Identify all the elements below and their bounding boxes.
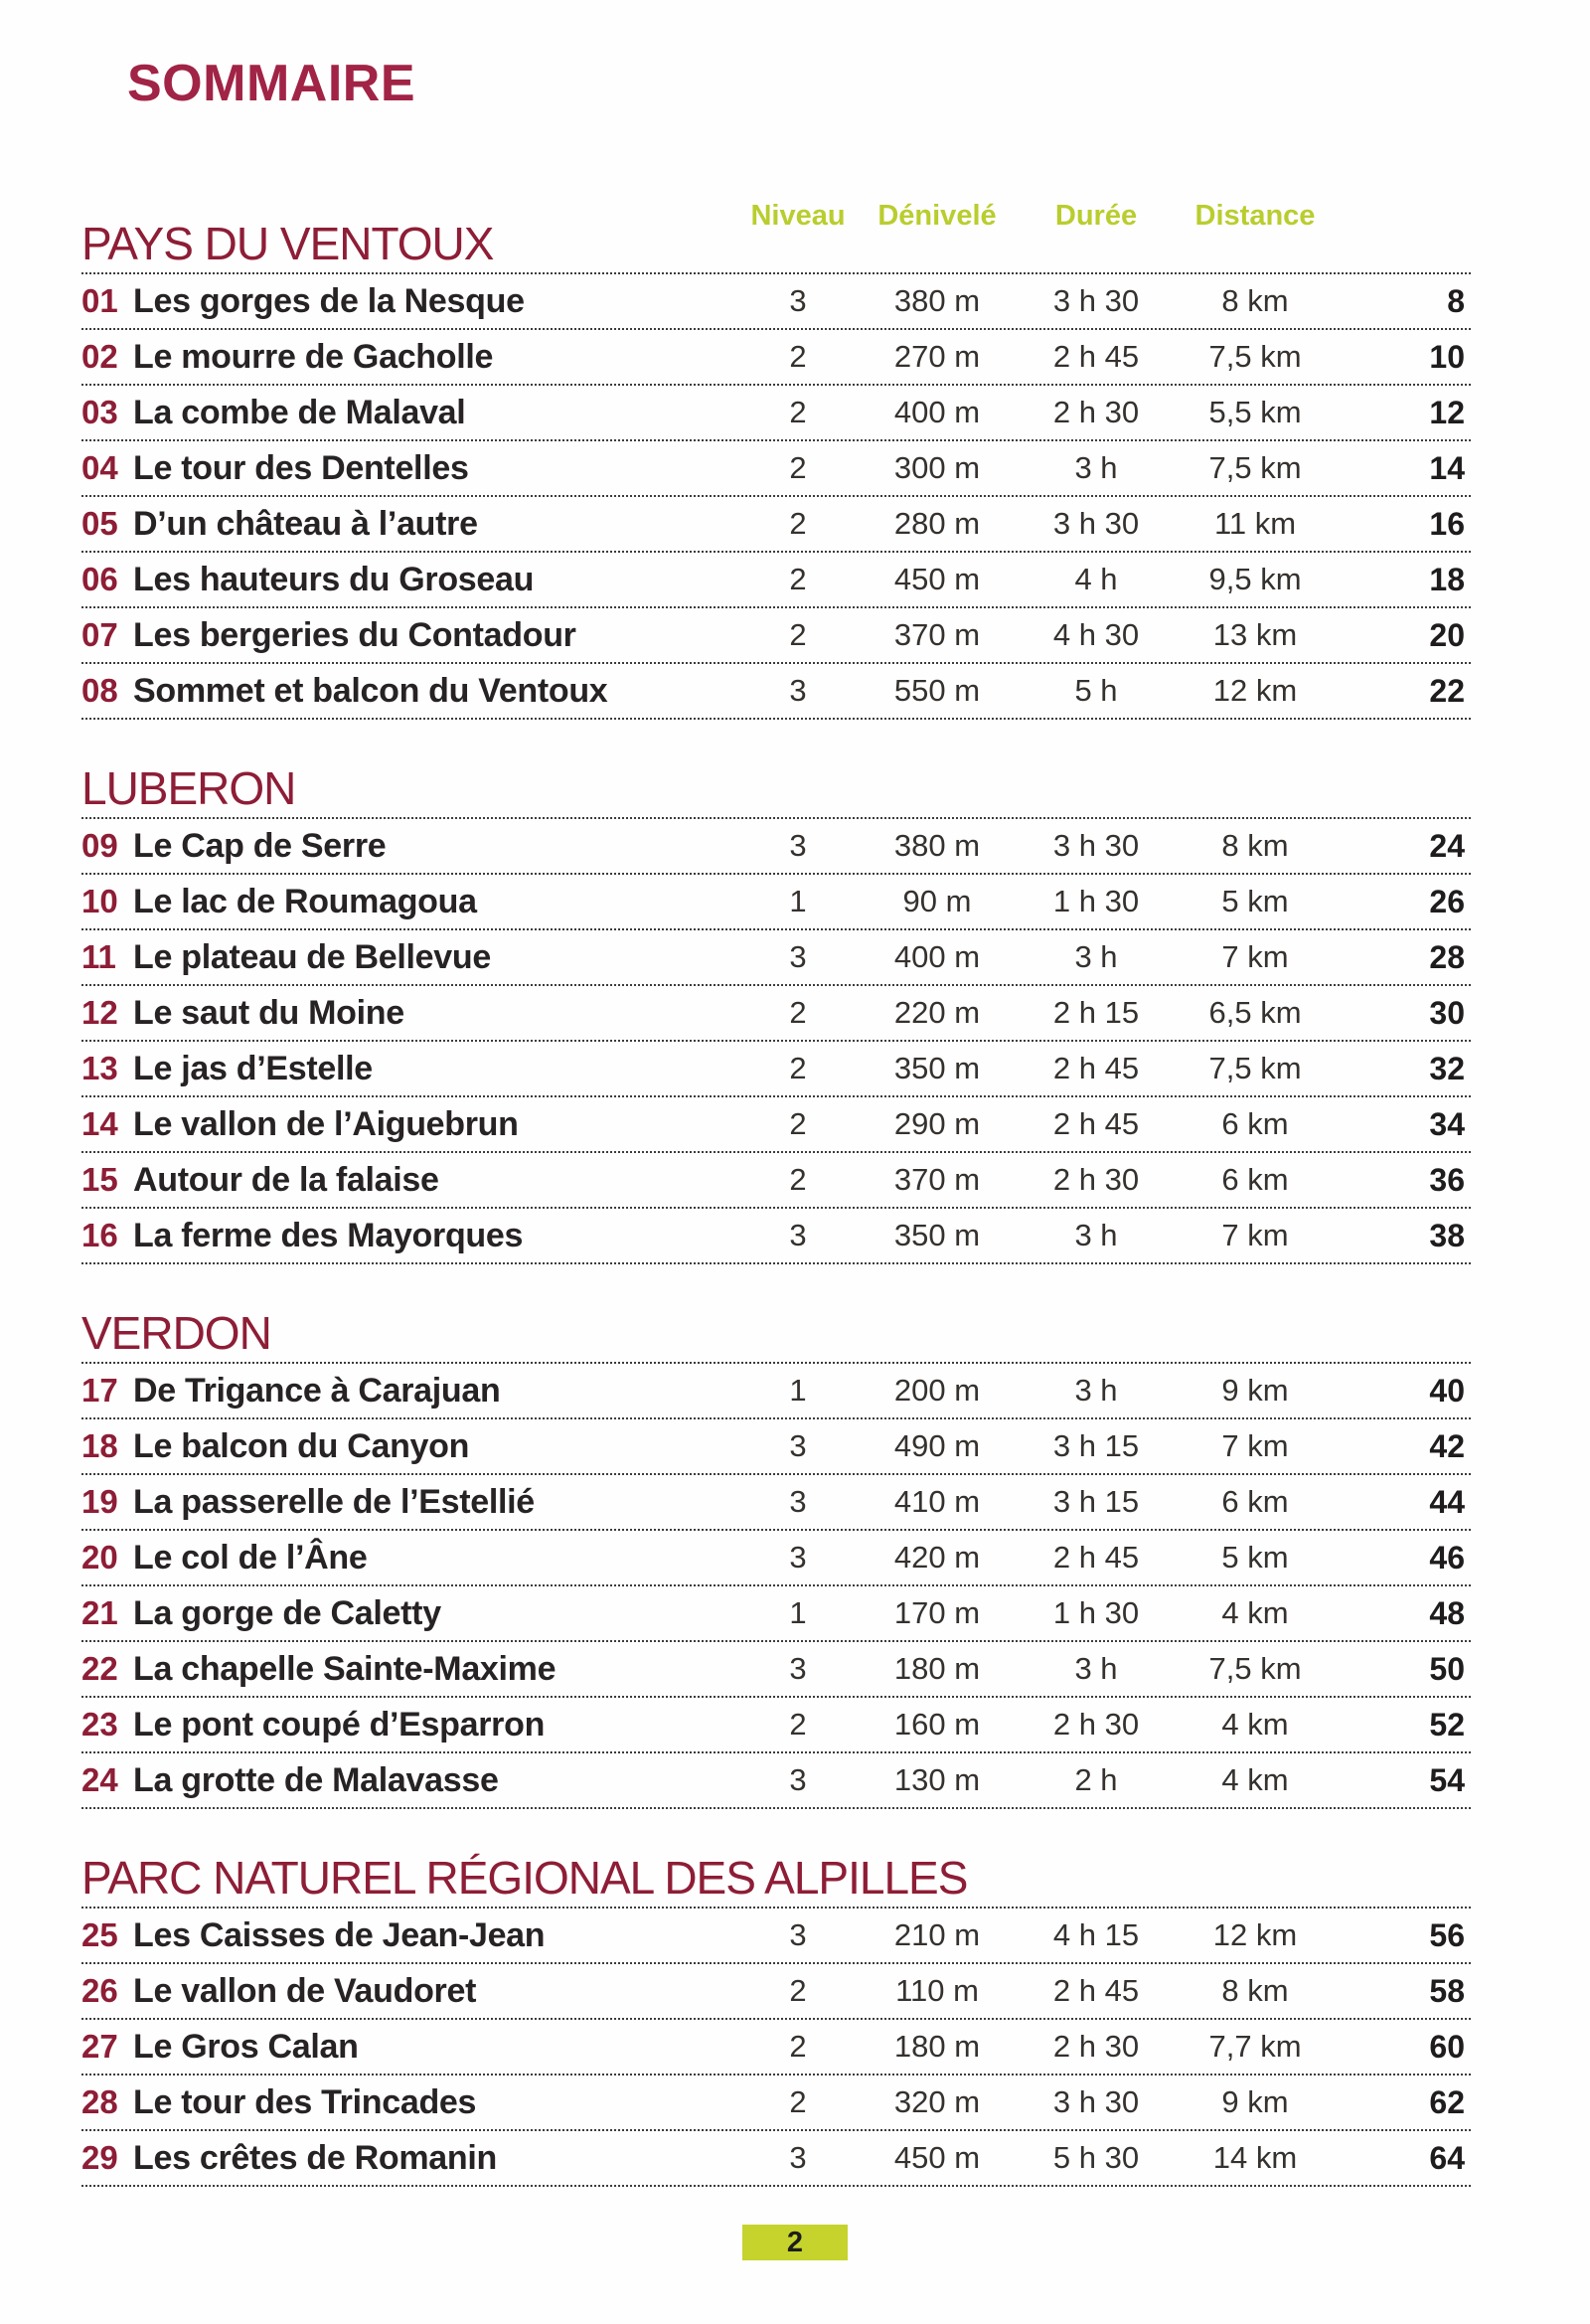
- niveau-value: 2: [789, 562, 807, 596]
- niveau-value: 3: [789, 283, 807, 318]
- denivele-value: 450 m: [893, 562, 981, 596]
- page-ref: 36: [1429, 1161, 1465, 1198]
- toc-row: [81, 1698, 1471, 1753]
- toc-row: [81, 986, 1471, 1042]
- denivele-value: 280 m: [893, 506, 981, 541]
- trail-entry: [81, 2139, 743, 2178]
- page-ref: 46: [1429, 1539, 1465, 1576]
- distance-value: 8 km: [1221, 283, 1289, 318]
- section-header: [81, 1809, 1471, 1909]
- page-ref: 22: [1429, 672, 1465, 709]
- page-ref: 10: [1429, 338, 1465, 375]
- niveau-value: 2: [789, 395, 807, 429]
- toc-row: [81, 553, 1471, 608]
- trail-number: 08: [81, 671, 118, 709]
- toc-row: [81, 1531, 1471, 1586]
- niveau-value: 3: [789, 1917, 807, 1952]
- trail-number: 07: [81, 615, 118, 653]
- denivele-value: 290 m: [893, 1106, 981, 1141]
- trail-number: 03: [81, 393, 118, 430]
- section-header: [81, 720, 1471, 819]
- toc-row: [81, 1042, 1471, 1097]
- distance-value: 12 km: [1212, 673, 1298, 708]
- trail-number: 27: [81, 2027, 118, 2065]
- trail-entry: [81, 505, 743, 544]
- toc-row: [81, 1209, 1471, 1264]
- trail-entry: [81, 2028, 743, 2067]
- trail-title: Sommet et balcon du Ventoux: [133, 671, 608, 710]
- trail-number: 11: [81, 937, 116, 975]
- trail-entry: [81, 827, 743, 866]
- page-ref: 18: [1429, 561, 1465, 597]
- denivele-value: 350 m: [893, 1051, 981, 1085]
- trail-entry: [81, 1050, 743, 1088]
- trail-number: 29: [81, 2138, 118, 2176]
- trail-title: Le Gros Calan: [133, 2027, 359, 2066]
- denivele-value: 400 m: [893, 395, 981, 429]
- column-header-niveau: Niveau: [750, 200, 846, 232]
- section-title: PAYS DU VENTOUX: [81, 218, 494, 269]
- distance-value: 5 km: [1221, 884, 1289, 918]
- distance-value: 7,5 km: [1208, 339, 1302, 374]
- page-ref: 58: [1429, 1972, 1465, 2009]
- toc-row: [81, 1153, 1471, 1209]
- niveau-value: 3: [789, 2140, 807, 2175]
- duree-value: 3 h 30: [1052, 2084, 1140, 2119]
- toc-row: [81, 1364, 1471, 1419]
- trail-number: 10: [81, 882, 118, 919]
- denivele-value: 90 m: [902, 884, 972, 918]
- distance-value: 7 km: [1221, 1218, 1289, 1252]
- distance-value: 7 km: [1221, 1428, 1289, 1463]
- trail-title: D’un château à l’autre: [133, 504, 478, 543]
- page-ref: 60: [1429, 2028, 1465, 2065]
- niveau-value: 3: [789, 673, 807, 708]
- niveau-value: 2: [789, 1707, 807, 1742]
- trail-number: 20: [81, 1538, 118, 1576]
- distance-value: 6 km: [1221, 1106, 1289, 1141]
- trail-number: 17: [81, 1371, 118, 1409]
- toc-row: [81, 2020, 1471, 2075]
- trail-title: Le pont coupé d’Esparron: [133, 1705, 546, 1743]
- duree-value: 3 h 15: [1052, 1428, 1140, 1463]
- trail-title: Le saut du Moine: [133, 993, 404, 1032]
- trail-entry: [81, 883, 743, 921]
- trail-number: 06: [81, 560, 118, 597]
- trail-entry: [81, 2083, 743, 2122]
- toc-row: [81, 2131, 1471, 2187]
- distance-value: 6 km: [1221, 1162, 1289, 1197]
- toc-table: [81, 181, 1471, 2187]
- toc-row: [81, 497, 1471, 553]
- niveau-value: 2: [789, 995, 807, 1030]
- trail-number: 12: [81, 993, 118, 1031]
- trail-title: De Trigance à Carajuan: [133, 1371, 501, 1410]
- page-ref: 38: [1429, 1217, 1465, 1253]
- toc-row: [81, 386, 1471, 441]
- trail-number: 09: [81, 826, 118, 864]
- duree-value: 4 h: [1074, 562, 1118, 596]
- denivele-value: 270 m: [893, 339, 981, 374]
- page-ref: 12: [1429, 394, 1465, 430]
- page-ref: 30: [1429, 994, 1465, 1031]
- page-ref: 16: [1429, 505, 1465, 542]
- denivele-value: 490 m: [893, 1428, 981, 1463]
- distance-value: 4 km: [1221, 1707, 1289, 1742]
- trail-number: 19: [81, 1482, 118, 1520]
- duree-value: 3 h: [1074, 1373, 1118, 1408]
- distance-value: 6 km: [1221, 1484, 1289, 1519]
- trail-entry: [81, 1650, 743, 1689]
- denivele-value: 180 m: [893, 2029, 981, 2064]
- niveau-value: 1: [789, 1373, 807, 1408]
- trail-title: Le balcon du Canyon: [133, 1426, 470, 1465]
- niveau-value: 1: [789, 1595, 807, 1630]
- trail-entry: [81, 1161, 743, 1200]
- section-header: [81, 1264, 1471, 1364]
- trail-number: 01: [81, 281, 118, 319]
- duree-value: 5 h 30: [1052, 2140, 1140, 2175]
- toc-row: [81, 1753, 1471, 1809]
- trail-number: 02: [81, 337, 118, 375]
- toc-row: [81, 1642, 1471, 1698]
- trail-title: Le lac de Roumagoua: [133, 882, 477, 920]
- duree-value: 2 h 45: [1052, 339, 1140, 374]
- toc-row: [81, 2075, 1471, 2131]
- trail-entry: [81, 938, 743, 977]
- trail-title: Le vallon de Vaudoret: [133, 1971, 477, 2010]
- distance-value: 7,5 km: [1208, 450, 1302, 485]
- distance-value: 4 km: [1221, 1762, 1289, 1797]
- column-header-distance: Distance: [1194, 200, 1316, 232]
- niveau-value: 3: [789, 1484, 807, 1519]
- duree-value: 2 h 30: [1052, 1162, 1140, 1197]
- denivele-value: 180 m: [893, 1651, 981, 1686]
- distance-value: 13 km: [1212, 617, 1298, 652]
- toc-row: [81, 664, 1471, 720]
- trail-entry: [81, 1483, 743, 1522]
- duree-value: 3 h: [1074, 450, 1118, 485]
- denivele-value: 380 m: [893, 283, 981, 318]
- trail-title: Autour de la falaise: [133, 1160, 439, 1199]
- trail-number: 13: [81, 1049, 118, 1086]
- duree-value: 3 h: [1074, 1218, 1118, 1252]
- page-ref: 50: [1429, 1650, 1465, 1687]
- distance-value: 8 km: [1221, 828, 1289, 863]
- distance-value: 8 km: [1221, 1973, 1289, 2008]
- page-ref: 64: [1429, 2139, 1465, 2176]
- section-title: LUBERON: [81, 762, 296, 814]
- trail-entry: [81, 338, 743, 377]
- page-number-badge: 2: [742, 2225, 848, 2260]
- trail-number: 04: [81, 448, 118, 486]
- trail-number: 21: [81, 1593, 118, 1631]
- trail-number: 15: [81, 1160, 118, 1198]
- trail-title: Le mourre de Gacholle: [133, 337, 494, 376]
- niveau-value: 3: [789, 1218, 807, 1252]
- trail-entry: [81, 1761, 743, 1800]
- duree-value: 3 h 15: [1052, 1484, 1140, 1519]
- toc-row: [81, 875, 1471, 930]
- trail-number: 22: [81, 1649, 118, 1687]
- toc-row: [81, 819, 1471, 875]
- toc-row: [81, 930, 1471, 986]
- duree-value: 3 h 30: [1052, 506, 1140, 541]
- trail-number: 23: [81, 1705, 118, 1743]
- trail-title: Le vallon de l’Aiguebrun: [133, 1104, 519, 1143]
- trail-entry: [81, 1217, 743, 1255]
- trail-title: La gorge de Caletty: [133, 1593, 441, 1632]
- trail-entry: [81, 394, 743, 432]
- niveau-value: 2: [789, 506, 807, 541]
- trail-title: La combe de Malaval: [133, 393, 466, 431]
- trail-entry: [81, 449, 743, 488]
- duree-value: 1 h 30: [1052, 884, 1140, 918]
- distance-value: 12 km: [1212, 1917, 1298, 1952]
- trail-entry: [81, 994, 743, 1033]
- toc-row: [81, 1475, 1471, 1531]
- denivele-value: 170 m: [893, 1595, 981, 1630]
- page-ref: 8: [1447, 282, 1465, 319]
- trail-title: Les gorges de la Nesque: [133, 281, 525, 320]
- page-ref: 40: [1429, 1372, 1465, 1409]
- denivele-value: 320 m: [893, 2084, 981, 2119]
- toc-row: [81, 274, 1471, 330]
- niveau-value: 2: [789, 1106, 807, 1141]
- toc-row: [81, 330, 1471, 386]
- trail-number: 24: [81, 1760, 118, 1798]
- denivele-value: 420 m: [893, 1540, 981, 1575]
- page-ref: 24: [1429, 827, 1465, 864]
- duree-value: 3 h: [1074, 939, 1118, 974]
- denivele-value: 160 m: [893, 1707, 981, 1742]
- trail-title: Le plateau de Bellevue: [133, 937, 491, 976]
- duree-value: 2 h 45: [1052, 1540, 1140, 1575]
- page-ref: 48: [1429, 1594, 1465, 1631]
- niveau-value: 2: [789, 339, 807, 374]
- distance-value: 9,5 km: [1208, 562, 1302, 596]
- trail-entry: [81, 1539, 743, 1577]
- toc-row: [81, 1586, 1471, 1642]
- page-ref: 14: [1429, 449, 1465, 486]
- denivele-value: 130 m: [893, 1762, 981, 1797]
- denivele-value: 380 m: [893, 828, 981, 863]
- page-ref: 20: [1429, 616, 1465, 653]
- denivele-value: 220 m: [893, 995, 981, 1030]
- denivele-value: 450 m: [893, 2140, 981, 2175]
- niveau-value: 3: [789, 1762, 807, 1797]
- trail-title: La chapelle Sainte-Maxime: [133, 1649, 556, 1688]
- page-ref: 28: [1429, 938, 1465, 975]
- niveau-value: 3: [789, 939, 807, 974]
- trail-title: Les bergeries du Contadour: [133, 615, 576, 654]
- column-header-denivele: Dénivelé: [877, 200, 997, 232]
- niveau-value: 2: [789, 2029, 807, 2064]
- duree-value: 2 h: [1074, 1762, 1118, 1797]
- page-ref: 32: [1429, 1050, 1465, 1086]
- denivele-value: 370 m: [893, 617, 981, 652]
- distance-value: 9 km: [1221, 2084, 1289, 2119]
- denivele-value: 400 m: [893, 939, 981, 974]
- distance-value: 7,7 km: [1208, 2029, 1302, 2064]
- trail-entry: [81, 561, 743, 599]
- niveau-value: 2: [789, 1051, 807, 1085]
- trail-title: Le tour des Dentelles: [133, 448, 469, 487]
- trail-title: La grotte de Malavasse: [133, 1760, 499, 1799]
- trail-number: 25: [81, 1915, 118, 1953]
- denivele-value: 110 m: [895, 1973, 979, 2008]
- distance-value: 6,5 km: [1208, 995, 1302, 1030]
- page-ref: 62: [1429, 2083, 1465, 2120]
- denivele-value: 210 m: [893, 1917, 981, 1952]
- trail-entry: [81, 1105, 743, 1144]
- trail-title: Les crêtes de Romanin: [133, 2138, 497, 2177]
- trail-entry: [81, 616, 743, 655]
- page-ref: 56: [1429, 1916, 1465, 1953]
- page-ref: 26: [1429, 883, 1465, 919]
- trail-title: Le tour des Trincades: [133, 2082, 477, 2121]
- section-title: VERDON: [81, 1307, 271, 1359]
- trail-number: 16: [81, 1216, 118, 1253]
- duree-value: 2 h 30: [1052, 1707, 1140, 1742]
- trail-number: 14: [81, 1104, 118, 1142]
- toc-row: [81, 441, 1471, 497]
- trail-title: Le jas d’Estelle: [133, 1049, 373, 1087]
- trail-title: Le col de l’Âne: [133, 1538, 368, 1577]
- denivele-value: 200 m: [893, 1373, 981, 1408]
- trail-title: Les hauteurs du Groseau: [133, 560, 535, 598]
- distance-value: 4 km: [1221, 1595, 1289, 1630]
- trail-entry: [81, 1594, 743, 1633]
- trail-number: 28: [81, 2082, 118, 2120]
- toc-row: [81, 1419, 1471, 1475]
- trail-entry: [81, 1706, 743, 1744]
- toc-row: [81, 1097, 1471, 1153]
- duree-value: 3 h 30: [1052, 283, 1140, 318]
- distance-value: 11 km: [1213, 506, 1297, 541]
- trail-title: Le Cap de Serre: [133, 826, 387, 865]
- denivele-value: 370 m: [893, 1162, 981, 1197]
- trail-title: La passerelle de l’Estellié: [133, 1482, 535, 1521]
- page-ref: 52: [1429, 1706, 1465, 1743]
- niveau-value: 3: [789, 828, 807, 863]
- niveau-value: 2: [789, 617, 807, 652]
- distance-value: 14 km: [1212, 2140, 1298, 2175]
- page-footer: [0, 2225, 1590, 2260]
- trail-title: Les Caisses de Jean-Jean: [133, 1915, 546, 1954]
- trail-number: 18: [81, 1426, 118, 1464]
- trail-title: La ferme des Mayorques: [133, 1216, 524, 1254]
- distance-value: 7,5 km: [1208, 1651, 1302, 1686]
- duree-value: 2 h 30: [1052, 2029, 1140, 2064]
- trail-entry: [81, 1972, 743, 2011]
- duree-value: 2 h 45: [1052, 1973, 1140, 2008]
- trail-entry: [81, 1916, 743, 1955]
- toc-row: [81, 608, 1471, 664]
- niveau-value: 2: [789, 1162, 807, 1197]
- niveau-value: 3: [789, 1428, 807, 1463]
- page-ref: 54: [1429, 1761, 1465, 1798]
- distance-value: 7 km: [1221, 939, 1289, 974]
- denivele-value: 300 m: [893, 450, 981, 485]
- toc-row: [81, 1964, 1471, 2020]
- page-ref: 44: [1429, 1483, 1465, 1520]
- denivele-value: 550 m: [893, 673, 981, 708]
- niveau-value: 2: [789, 2084, 807, 2119]
- toc-row: [81, 1909, 1471, 1964]
- trail-entry: [81, 1372, 743, 1411]
- trail-number: 05: [81, 504, 118, 542]
- section-header: [81, 181, 1471, 274]
- niveau-value: 2: [789, 1973, 807, 2008]
- duree-value: 1 h 30: [1052, 1595, 1140, 1630]
- trail-entry: [81, 672, 743, 711]
- duree-value: 2 h 15: [1052, 995, 1140, 1030]
- duree-value: 4 h 30: [1052, 617, 1140, 652]
- denivele-value: 410 m: [893, 1484, 981, 1519]
- duree-value: 2 h 30: [1052, 395, 1140, 429]
- distance-value: 5,5 km: [1208, 395, 1302, 429]
- page-ref: 34: [1429, 1105, 1465, 1142]
- niveau-value: 1: [789, 884, 807, 918]
- distance-value: 9 km: [1221, 1373, 1289, 1408]
- trail-entry: [81, 1427, 743, 1466]
- duree-value: 2 h 45: [1052, 1051, 1140, 1085]
- trail-entry: [81, 282, 743, 321]
- niveau-value: 2: [789, 450, 807, 485]
- section-title: PARC NATUREL RÉGIONAL DES ALPILLES: [81, 1852, 968, 1904]
- niveau-value: 3: [789, 1540, 807, 1575]
- duree-value: 2 h 45: [1052, 1106, 1140, 1141]
- duree-value: 3 h: [1074, 1651, 1118, 1686]
- trail-number: 26: [81, 1971, 118, 2009]
- page-title: SOMMAIRE: [127, 55, 415, 112]
- niveau-value: 3: [789, 1651, 807, 1686]
- column-header-duree: Durée: [1054, 200, 1138, 232]
- distance-value: 7,5 km: [1208, 1051, 1302, 1085]
- duree-value: 3 h 30: [1052, 828, 1140, 863]
- denivele-value: 350 m: [893, 1218, 981, 1252]
- duree-value: 5 h: [1074, 673, 1118, 708]
- duree-value: 4 h 15: [1052, 1917, 1140, 1952]
- distance-value: 5 km: [1221, 1540, 1289, 1575]
- page-ref: 42: [1429, 1427, 1465, 1464]
